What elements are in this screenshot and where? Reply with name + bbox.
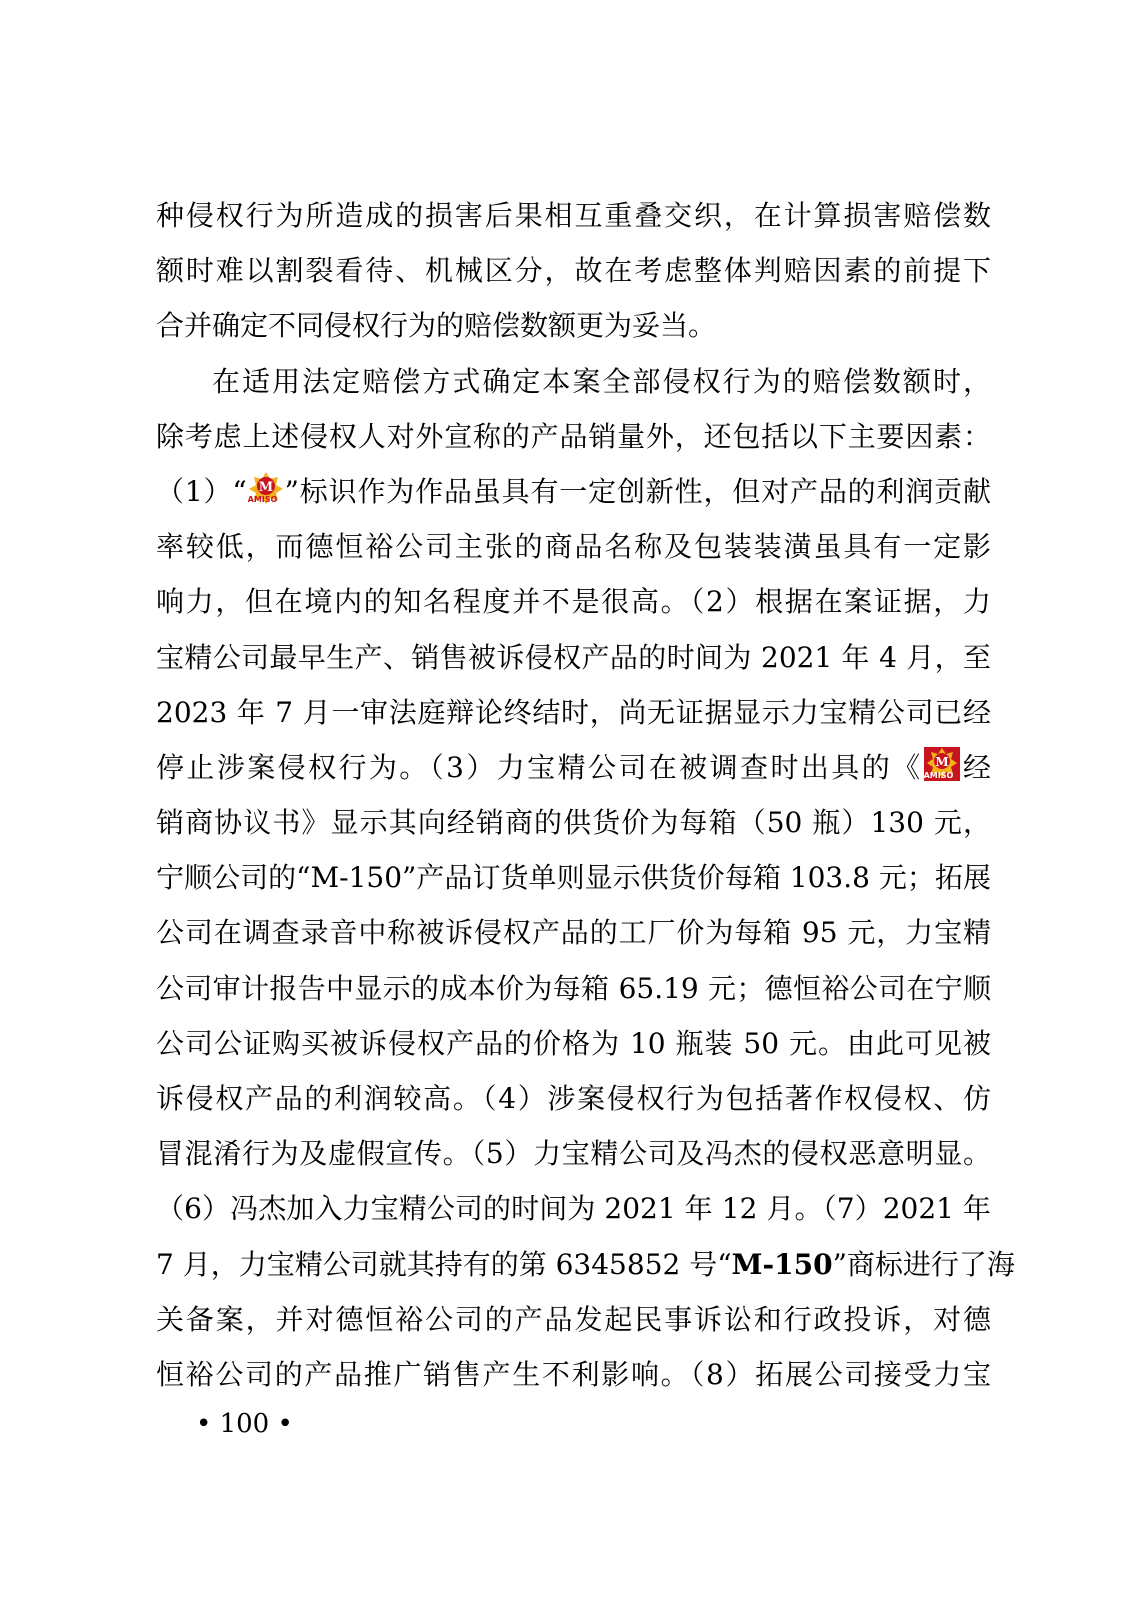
paragraph-2-line-9: 销商协议书》显示其向经销商的供货价为每箱（50 瓶）130 元， <box>156 806 991 840</box>
paragraph-2-line-7: 2023 年 7 月一审法庭辩论终结时，尚无证据显示力宝精公司已经 <box>156 695 991 729</box>
text-run: 经 <box>960 750 991 784</box>
paragraph-1-line-1: 种侵权行为所造成的损害后果相互重叠交织，在计算损害赔偿数 <box>156 199 991 232</box>
paragraph-2-line-5: 响力，但在境内的知名程度并不是很高。（2）根据在案证据，力 <box>156 585 991 619</box>
paragraph-1-line-3: 合并确定不同侵权行为的赔偿数额更为妥当。 <box>156 309 717 343</box>
svg-text:M: M <box>258 479 273 495</box>
text-run: （1）“ <box>156 474 247 508</box>
paragraph-2-line-8 <box>156 740 991 795</box>
paragraph-2-line-4: 率较低，而德恒裕公司主张的商品名称及包装装潢虽具有一定影 <box>156 530 991 564</box>
paragraph-2-line-2: 除考虑上述侵权人对外宣称的产品销量外，还包括以下主要因素： <box>156 419 991 453</box>
paragraph-2-line-16: （6）冯杰加入力宝精公司的时间为 2021 年 12 月。（7）2021 年 <box>156 1192 991 1226</box>
page-number: • 100 • <box>196 1409 293 1439</box>
amiso-logo-image <box>924 747 960 781</box>
paragraph-2-line-18: 关备案，并对德恒裕公司的产品发起民事诉讼和行政投诉，对德 <box>156 1302 991 1336</box>
paragraph-2-line-11: 公司在调查录音中称被诉侵权产品的工厂价为每箱 95 元，力宝精 <box>156 916 991 950</box>
paragraph-2-line-10: 宁顺公司的“M-150”产品订货单则显示供货价每箱 103.8 元；拓展 <box>156 861 991 895</box>
paragraph-2-line-14: 诉侵权产品的利润较高。（4）涉案侵权行为包括著作权侵权、仿 <box>156 1082 991 1115</box>
paragraph-2-line-12: 公司审计报告中显示的成本价为每箱 65.19 元；德恒裕公司在宁顺 <box>156 971 991 1005</box>
svg-text:M: M <box>934 754 949 769</box>
paragraph-2-line-3 <box>156 464 991 519</box>
text-run: 7 月，力宝精公司就其持有的第 6345852 号“ <box>156 1247 732 1281</box>
trademark-bold: M-150 <box>731 1247 833 1281</box>
paragraph-2-line-13: 公司公证购买被诉侵权产品的价格为 10 瓶装 50 元。由此可见被 <box>156 1026 991 1060</box>
paragraph-2-line-19: 恒裕公司的产品推广销售产生不利影响。（8）拓展公司接受力宝 <box>156 1357 991 1391</box>
amiso-logo-image <box>248 471 284 505</box>
paragraph-2-line-15: 冒混淆行为及虚假宣传。（5）力宝精公司及冯杰的侵权恶意明显。 <box>156 1137 991 1171</box>
paragraph-2-line-1: 在适用法定赔偿方式确定本案全部侵权行为的赔偿数额时， <box>212 364 991 398</box>
paragraph-2-line-17 <box>156 1237 1015 1292</box>
paragraph-1-line-2: 额时难以割裂看待、机械区分，故在考虑整体判赔因素的前提下 <box>156 254 991 288</box>
document-body <box>156 188 1015 1402</box>
logo-wordmark: AMISO <box>247 494 278 504</box>
text-run: ”商标进行了海 <box>832 1247 1015 1281</box>
paragraph-2-line-6: 宝精公司最早生产、销售被诉侵权产品的时间为 2021 年 4 月，至 <box>156 640 991 674</box>
text-run: ”标识作为作品虽具有一定创新性，但对产品的利润贡献 <box>284 474 991 508</box>
logo-wordmark: AMISO <box>923 770 954 780</box>
text-run: 停止涉案侵权行为。（3）力宝精公司在被调查时出具的《 <box>156 750 923 784</box>
